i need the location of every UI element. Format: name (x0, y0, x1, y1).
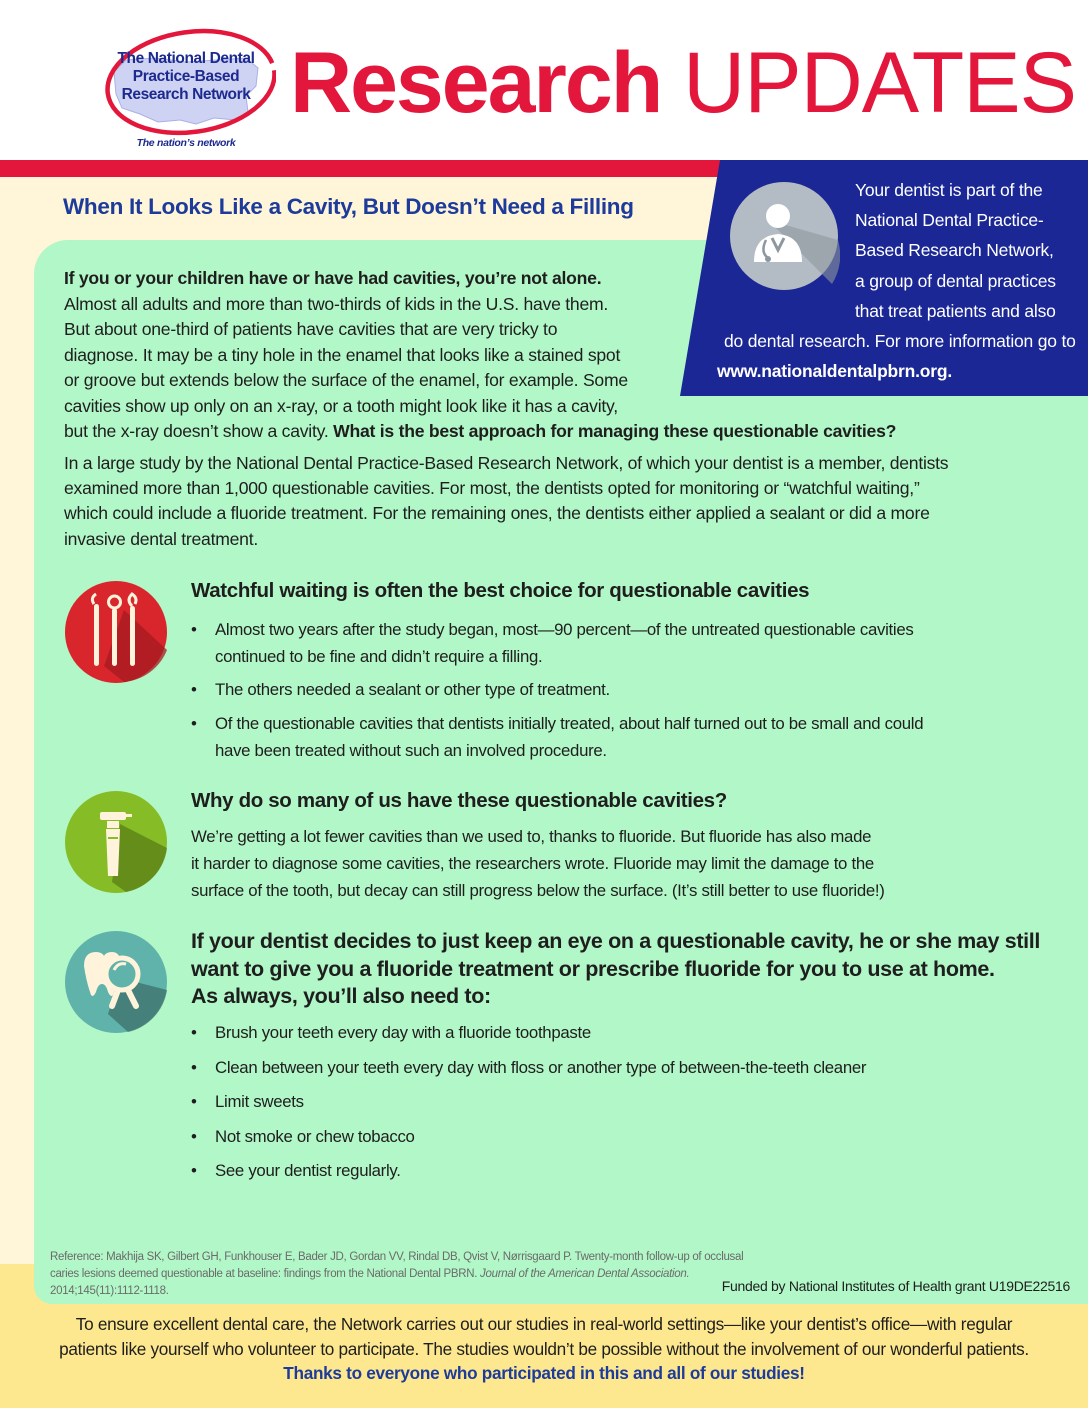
closing-line: patients like yourself who volunteer to participate. The studies wouldn’t be possible without the involvement of our wonderful patients. (59, 1338, 1029, 1359)
closing-line: To ensure excellent dental care, the Network carries out our studies in real-world settings—like your dentist’s office—with regular (75, 1314, 1013, 1334)
dental-tools-icon (64, 580, 168, 684)
reference-line: Reference: Makhija SK, Gilbert GH, Funkhouser E, Bader JD, Gordan VV, Rindal DB, Qvist V, Nørrisgaard P. Twenty-month follow-up of occlusal (50, 1251, 744, 1263)
bullet-line: • Almost two years after the study began, most—90 percent—of the untreated questionable cavities (215, 620, 914, 639)
list-item: • Not smoke or chew tobacco (191, 1123, 1051, 1150)
study-line: invasive dental treatment. (64, 528, 258, 549)
info-line: Your dentist is part of the (855, 180, 1043, 200)
info-line: do dental research. For more information go to (724, 331, 1076, 352)
logo-name-line: Research Network (121, 86, 251, 103)
header-red-bar (0, 160, 720, 177)
bullet-line: • Of the questionable cavities that dentists initially treated, about half turned out to be small and could (215, 714, 924, 733)
section3-title-line: As always, you’ll also need to: (191, 984, 491, 1008)
intro-line: cavities show up only on an x-ray, or a tooth might look like it has a cavity, (64, 395, 618, 416)
masthead-title (290, 28, 1076, 138)
intro-line: diagnose. It may be a tiny hole in the enamel that looks like a stained spot (64, 344, 621, 365)
list-item: • Clean between your teeth every day with floss or another type of between-the-teeth cleaner (191, 1054, 1051, 1081)
network-logo (96, 20, 276, 155)
info-line: National Dental Practice- (855, 210, 1044, 231)
logo-tagline: The nation’s network (136, 137, 236, 149)
journal-name: Journal of the American Dental Association. (480, 1268, 690, 1280)
section3-title-line: If your dentist decides to just keep an eye on a questionable cavity, he or she may still (191, 929, 1041, 953)
info-line: that treat patients and also (855, 300, 1056, 321)
intro-question: What is the best approach for managing these questionable cavities? (333, 421, 897, 441)
list-item (191, 710, 1051, 764)
section2-title: Why do so many of us have these questionable cavities? (191, 789, 727, 812)
thanks-line: Thanks to everyone who participated in this and all of our studies! (283, 1363, 805, 1383)
funding-note: Funded by National Institutes of Health grant U19DE22516 (721, 1278, 1070, 1294)
logo-name-line: Practice-Based (132, 68, 240, 85)
intro-paragraph (64, 266, 1064, 445)
bullet-line: have been treated without such an involved procedure. (215, 741, 607, 760)
list-item (191, 616, 1051, 670)
list-item: • Brush your teeth every day with a fluoride toothpaste (191, 1019, 1051, 1046)
section3-bullets (191, 1019, 1051, 1184)
section1-bullets (191, 616, 1051, 764)
section3-title-line: want to give you a fluoride treatment or prescribe fluoride for you to use at home. (191, 956, 995, 981)
paragraph-line: it harder to diagnose some cavities, the researchers wrote. Fluoride may limit the damage to the (191, 854, 874, 873)
section3-title (191, 928, 1040, 1011)
section2-paragraph (191, 823, 1051, 904)
logo-name-line: The National Dental (117, 50, 255, 67)
study-line: which could include a fluoride treatment. For the remaining ones, the dentists either applied a sealant or did a more (64, 503, 930, 524)
intro-line: but the x-ray doesn’t show a cavity. (64, 421, 329, 441)
masthead-research: Research (290, 35, 662, 131)
study-paragraph (64, 451, 1064, 552)
bullet-line: • The others needed a sealant or other type of treatment. (215, 680, 610, 699)
reference-line: 2014;145(11):1112-1118. (50, 1285, 169, 1297)
intro-line: But about one-third of patients have cavities that are very tricky to (64, 319, 558, 339)
article-title: When It Looks Like a Cavity, But Doesn’t Need a Filling (63, 194, 634, 219)
masthead-updates: UPDATES (683, 35, 1076, 131)
bullet-line: continued to be fine and didn’t require a filling. (215, 647, 543, 666)
paragraph-line: surface of the tooth, but decay can still progress below the surface. (It’s still better to use fluoride!) (191, 881, 885, 900)
info-line: a group of dental practices (855, 270, 1056, 291)
network-website-link[interactable]: www.nationaldentalpbrn.org. (717, 361, 953, 382)
reference-citation (50, 1249, 744, 1300)
study-line: examined more than 1,000 questionable cavities. For most, the dentists opted for monitoring or “watchful waiting,” (64, 478, 920, 499)
list-item: • Limit sweets (191, 1088, 1051, 1115)
intro-line: Almost all adults and more than two-thirds of kids in the U.S. have them. (64, 293, 609, 314)
list-item (191, 676, 1051, 703)
paragraph-line: We’re getting a lot fewer cavities than we used to, thanks to fluoride. But fluoride has also made (191, 827, 872, 846)
tooth-magnifier-icon (64, 930, 168, 1034)
closing-message (0, 1312, 1088, 1386)
intro-lead: If you or your children have or have had cavities, you’re not alone. (64, 268, 602, 288)
list-item: • See your dentist regularly. (191, 1157, 1051, 1184)
reference-line: caries lesions deemed questionable at baseline: findings from the National Dental PBRN. (50, 1268, 478, 1280)
dental-drill-icon (64, 790, 168, 894)
info-line: Based Research Network, (855, 240, 1054, 261)
intro-line: or groove but extends below the surface of the enamel, for example. Some (64, 370, 628, 390)
study-line: In a large study by the National Dental Practice-Based Research Network, of which your dentist is a member, dentists (64, 453, 949, 473)
section1-title: Watchful waiting is often the best choice for questionable cavities (191, 579, 810, 602)
logo-name (96, 50, 276, 104)
page-header (0, 0, 1088, 160)
